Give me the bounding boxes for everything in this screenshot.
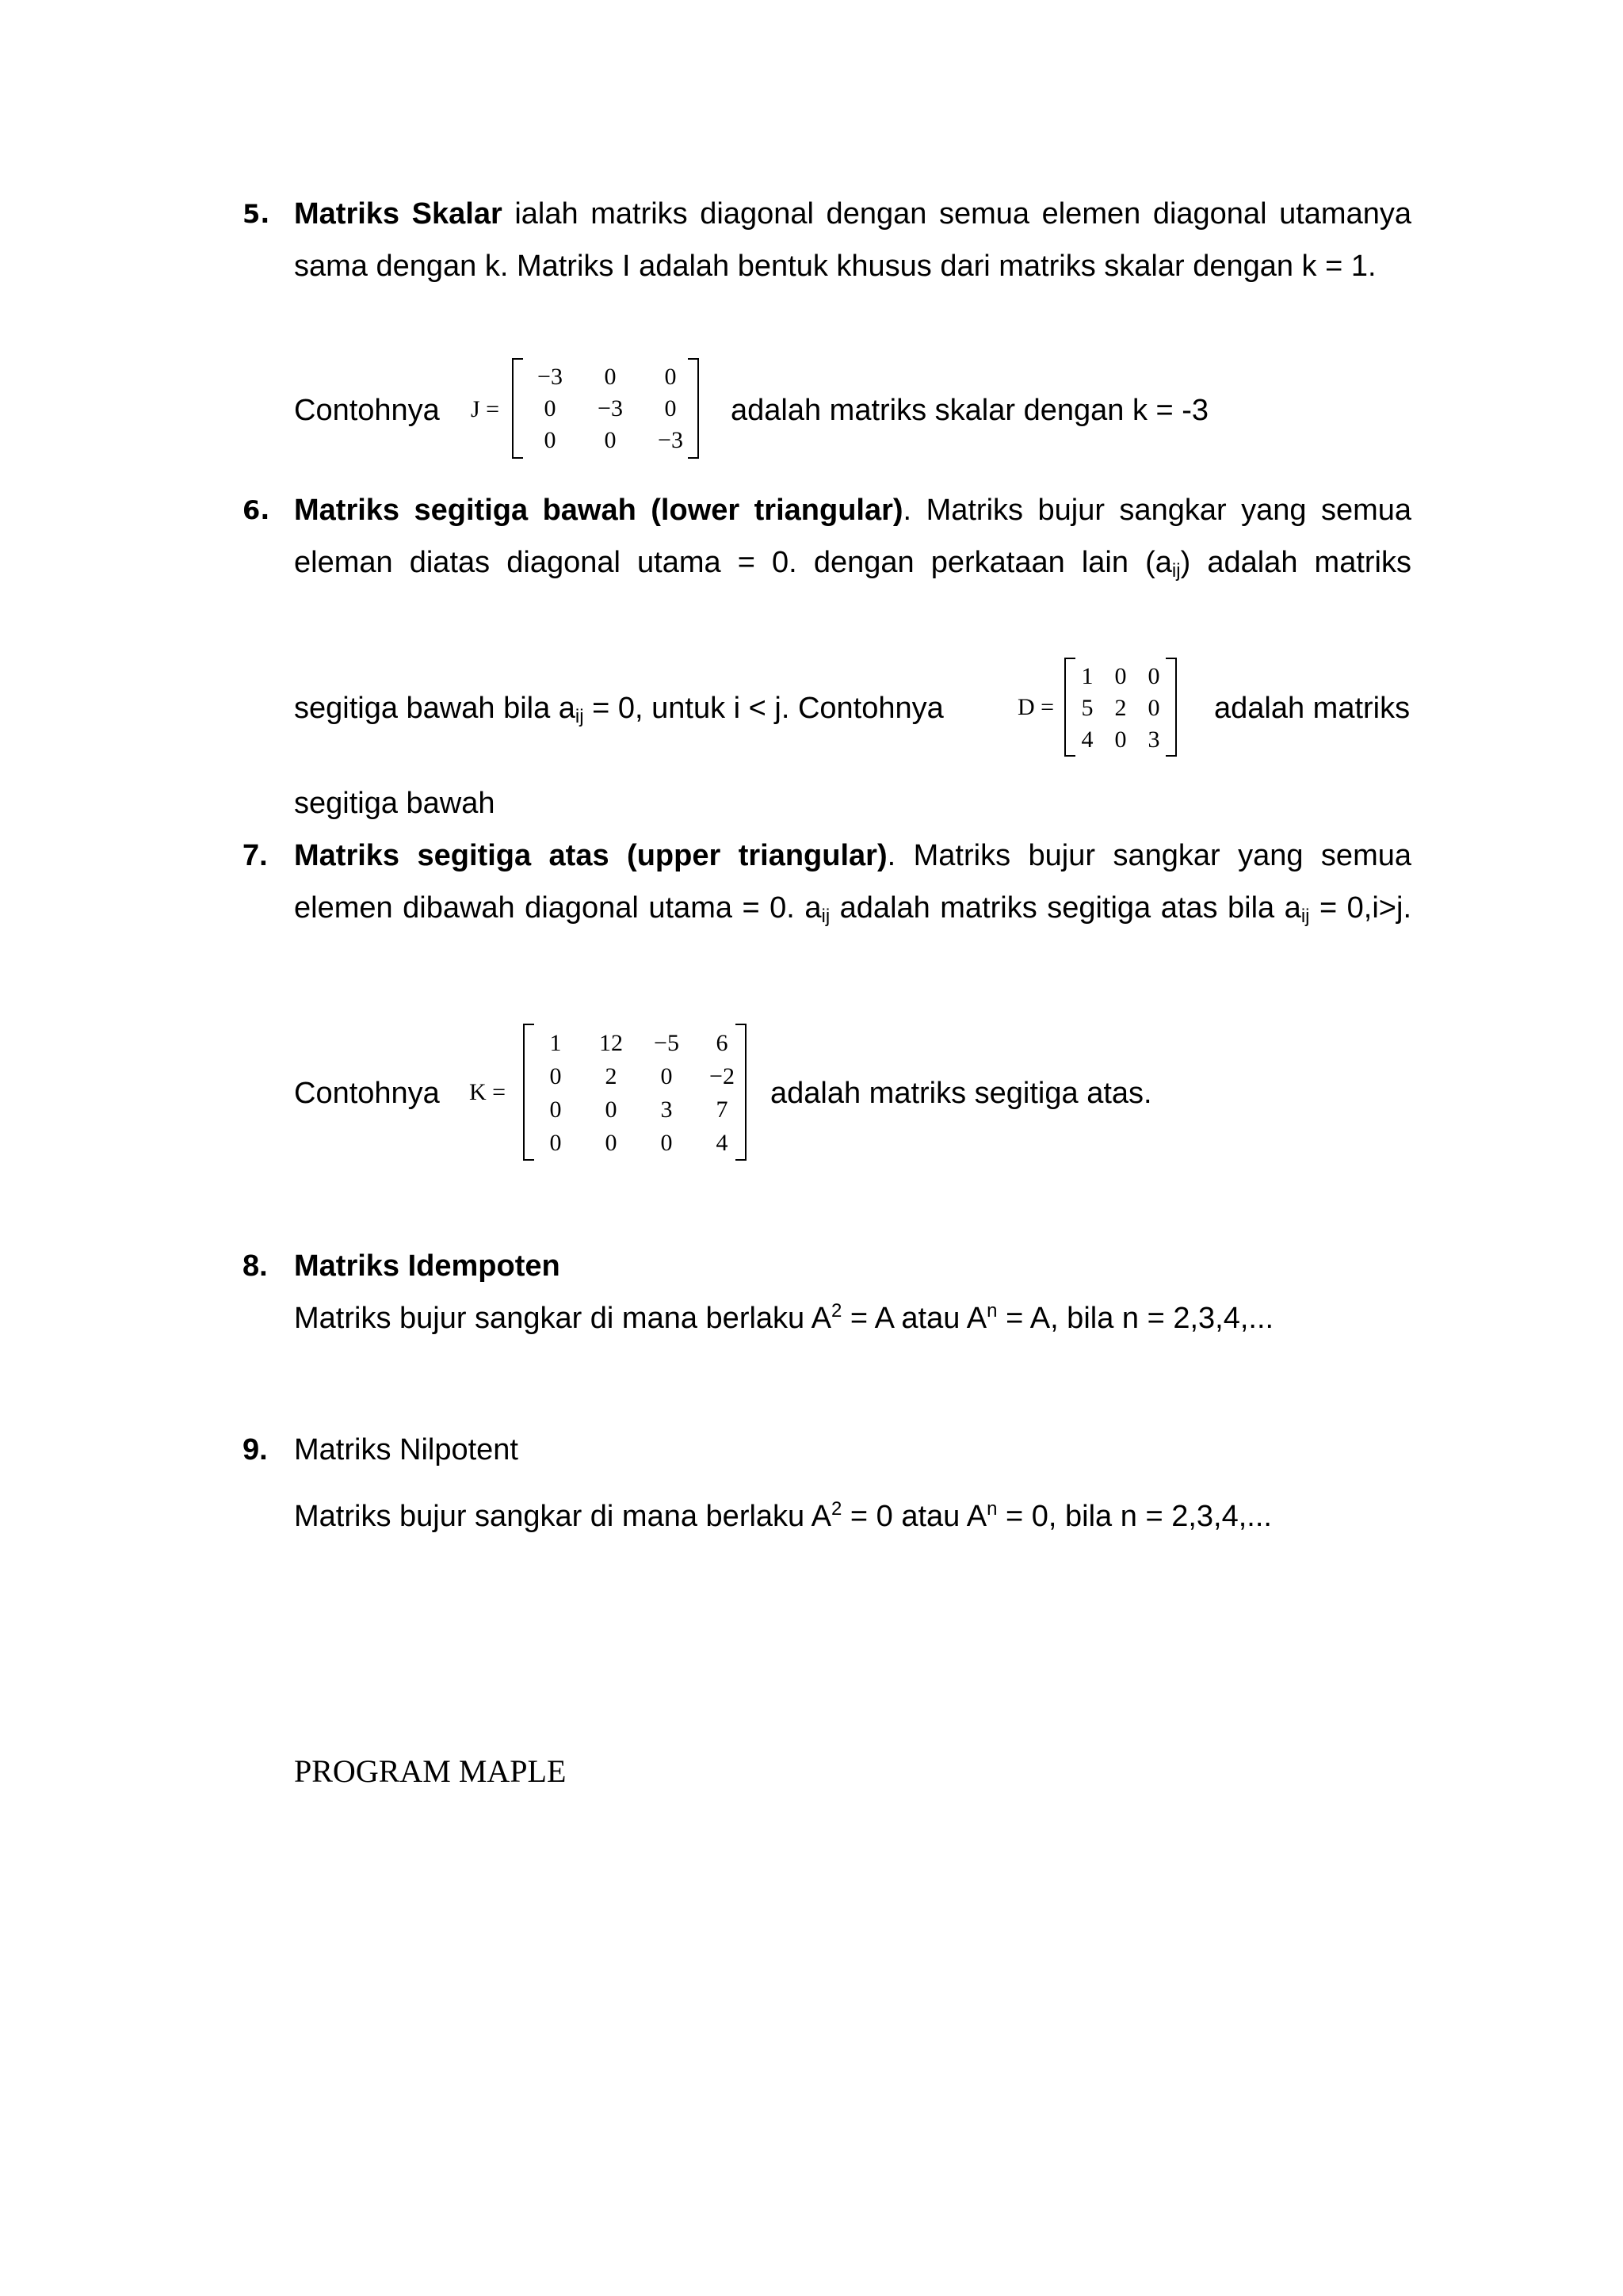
item-6-title-dot: . — [903, 494, 912, 527]
item-8-line-a: Matriks bujur sangkar di mana berlaku A — [294, 1302, 831, 1335]
matrix-j — [512, 358, 699, 460]
matrix-cell: −3 — [658, 427, 683, 453]
program-maple-heading: PROGRAM MAPLE — [294, 1753, 567, 1789]
matrix-cell: 7 — [716, 1097, 728, 1123]
item-5-line-1 — [294, 196, 1411, 231]
item-9-line-a: Matriks bujur sangkar di mana berlaku A — [294, 1500, 831, 1533]
matrix-cell: 0 — [664, 364, 677, 390]
matrix-cell: 0 — [1114, 663, 1127, 689]
matrix-cell: 4 — [1081, 727, 1094, 753]
item-9-line-c: = 0, bila n = 2,3,4,... — [997, 1500, 1272, 1533]
matrix-j-name: J = — [471, 396, 500, 422]
item-number-7: 7. — [242, 839, 268, 872]
item-7-example-label: Contohnya — [294, 1077, 440, 1110]
matrix-cell: 1 — [549, 1030, 562, 1056]
matrix-cell: −3 — [537, 364, 563, 390]
item-7-line-2 — [294, 891, 1411, 925]
item-5-line-1-text: ialah matriks diagonal dengan semua elemen diagonal utamanya — [514, 197, 1411, 231]
matrix-cell: −3 — [598, 395, 623, 421]
matrix-cell: 0 — [664, 395, 677, 421]
item-9-sup-1: 2 — [831, 1498, 842, 1520]
item-7-line-2-a: elemen dibawah diagonal utama = 0. a — [294, 891, 822, 925]
matrix-cell: 0 — [1114, 727, 1127, 753]
item-7-line-1-text: Matriks bujur sangkar yang semua — [913, 839, 1411, 872]
matrix-cell: 12 — [599, 1030, 623, 1056]
matrix-cell: 0 — [660, 1063, 673, 1089]
item-number-9: 9. — [242, 1433, 268, 1466]
matrix-cell: 6 — [716, 1030, 728, 1056]
matrix-cell: 3 — [660, 1097, 673, 1123]
item-6-line-1-text: Matriks bujur sangkar yang semua — [926, 494, 1411, 527]
item-6-line-2-sub: ij — [1171, 560, 1181, 582]
item-6-line-2-b: ) adalah matriks — [1180, 546, 1411, 579]
matrix-cell: 0 — [604, 364, 617, 390]
item-6-line-2 — [294, 545, 1411, 580]
matrix-cell: 1 — [1081, 663, 1094, 689]
item-5-example-desc: adalah matriks skalar dengan k = -3 — [731, 394, 1209, 427]
item-9-line-b: = 0 atau A — [842, 1500, 987, 1533]
matrix-cell: 0 — [605, 1130, 617, 1156]
item-6-line-3-b: = 0, untuk i < j. Contohnya — [583, 692, 944, 725]
item-8-line — [294, 1301, 1274, 1336]
item-8-line-c: = A, bila n = 2,3,4,... — [997, 1302, 1274, 1335]
item-5-example-label: Contohnya — [294, 394, 440, 427]
matrix-k — [523, 1024, 747, 1161]
item-number-5: 5. — [242, 199, 270, 229]
item-6-line-3 — [294, 691, 991, 726]
item-9-title: Matriks Nilpotent — [294, 1433, 518, 1466]
item-7-title: Matriks segitiga atas (upper triangular) — [294, 839, 888, 872]
item-7-line-2-b: adalah matriks segitiga atas bila a — [830, 891, 1301, 925]
item-6-line-3-tail: adalah matriks — [1214, 692, 1411, 725]
item-6-line-4: segitiga bawah — [294, 787, 495, 820]
item-9-sup-2: n — [987, 1498, 998, 1520]
matrix-cell: 0 — [1148, 695, 1160, 721]
matrix-cell: −5 — [654, 1030, 679, 1056]
matrix-d — [1064, 658, 1177, 757]
item-6-title: Matriks segitiga bawah (lower triangular) — [294, 494, 903, 527]
matrix-d-name: D = — [1018, 694, 1055, 720]
matrix-cell: 0 — [544, 395, 556, 421]
item-8-title-text: Matriks Idempoten — [294, 1249, 560, 1283]
item-7-line-2-sub-2: ij — [1300, 906, 1310, 927]
item-7-line-2-c: = 0,i>j. — [1309, 891, 1411, 925]
item-6-line-3-a: segitiga bawah bila a — [294, 692, 575, 725]
matrix-cell: 4 — [716, 1130, 728, 1156]
matrix-cell: 0 — [549, 1130, 562, 1156]
matrix-cell: −2 — [709, 1063, 735, 1089]
matrix-cell: 2 — [605, 1063, 617, 1089]
item-8-title — [294, 1249, 560, 1283]
matrix-cell: 0 — [604, 427, 617, 453]
item-7-line-2-sub-1: ij — [821, 906, 831, 927]
matrix-cell: 2 — [1114, 695, 1127, 721]
item-6-line-1 — [294, 493, 1411, 528]
matrix-cell: 0 — [605, 1097, 617, 1123]
matrix-cell: 3 — [1148, 727, 1160, 753]
item-5-title: Matriks Skalar — [294, 197, 502, 231]
matrix-cell: 0 — [1148, 663, 1160, 689]
item-7-title-dot: . — [887, 839, 896, 872]
item-6-line-2-a: eleman diatas diagonal utama = 0. dengan perkataan lain (a — [294, 546, 1172, 579]
matrix-cell: 5 — [1081, 695, 1094, 721]
item-7-line-1 — [294, 838, 1411, 873]
item-number-6: 6. — [242, 495, 270, 525]
item-number-8: 8. — [242, 1249, 268, 1283]
item-7-example-desc: adalah matriks segitiga atas. — [770, 1077, 1152, 1110]
matrix-cell: 0 — [549, 1097, 562, 1123]
item-8-sup-2: n — [987, 1300, 998, 1322]
item-9-line — [294, 1499, 1272, 1534]
matrix-cell: 0 — [544, 427, 556, 453]
item-8-sup-1: 2 — [831, 1300, 842, 1322]
matrix-k-name: K = — [469, 1079, 506, 1105]
matrix-cell: 0 — [660, 1130, 673, 1156]
item-8-line-b: = A atau A — [842, 1302, 987, 1335]
item-6-line-3-sub: ij — [575, 706, 584, 727]
matrix-cell: 0 — [549, 1063, 562, 1089]
item-5-line-2: sama dengan k. Matriks I adalah bentuk khusus dari matriks skalar dengan k = 1. — [294, 250, 1377, 283]
